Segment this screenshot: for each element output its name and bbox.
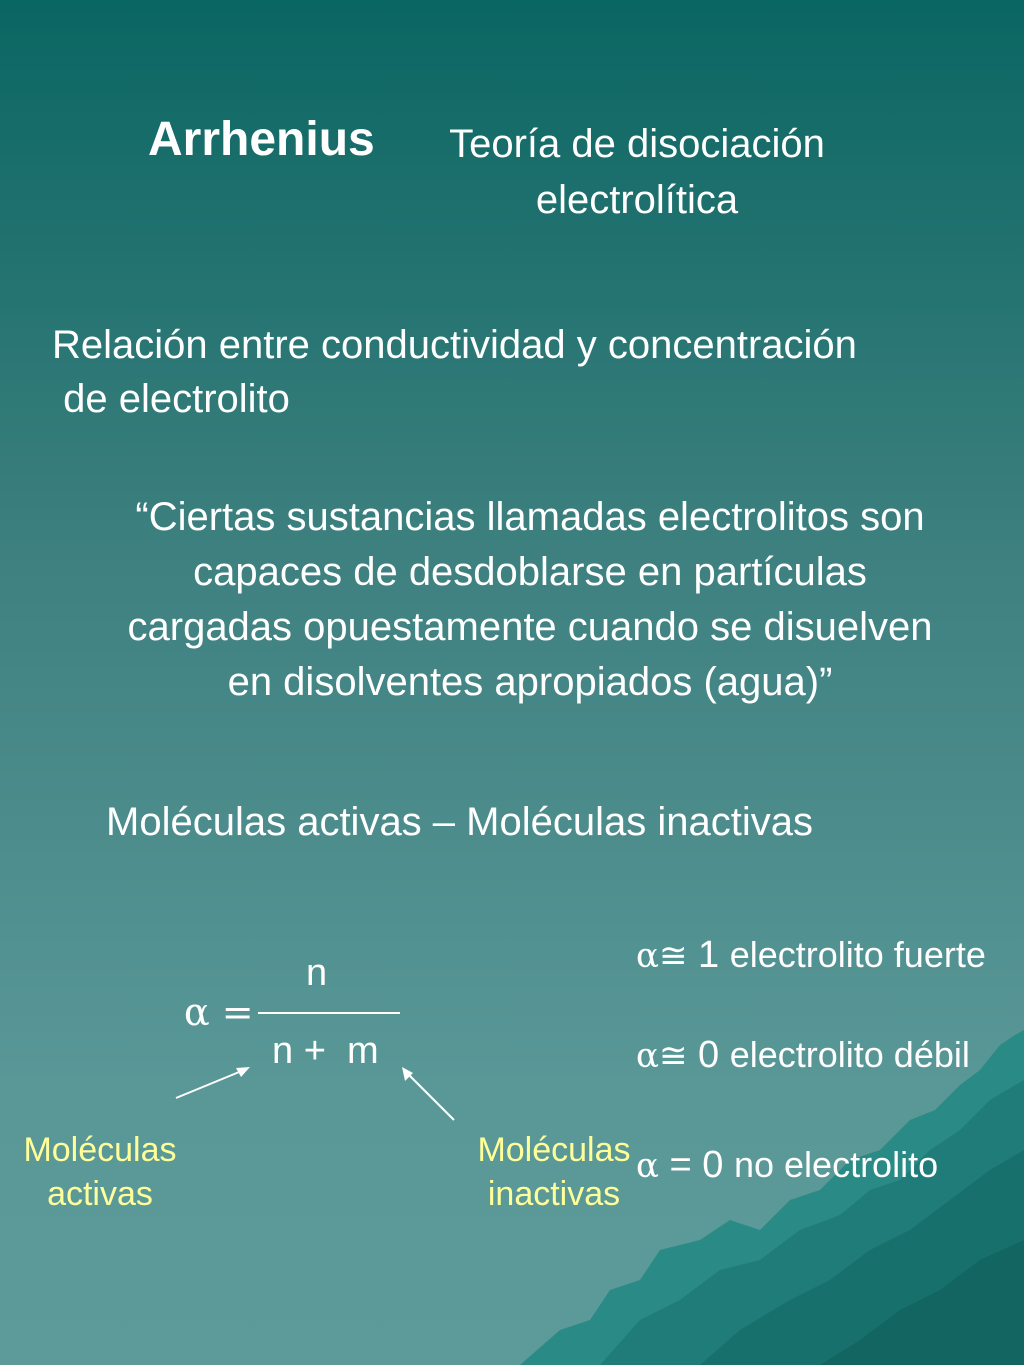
condition-value: 1 [698, 934, 720, 976]
molecules-heading: Moléculas activas – Moléculas inactivas [106, 800, 813, 844]
formula-lhs: α = [184, 990, 254, 1034]
relation-line2: de electrolito [52, 377, 290, 421]
condition-symbol: α≅ [636, 1036, 688, 1076]
label-active-line1: Moléculas [23, 1131, 177, 1169]
condition-desc: electrolito débil [729, 1034, 970, 1075]
formula-denominator: n + m [272, 1030, 379, 1072]
relation-line1: Relación entre conductividad y concentración [52, 323, 857, 367]
label-inactive-line1: Moléculas [477, 1131, 631, 1169]
condition-desc: electrolito fuerte [729, 934, 986, 975]
condition-symbol: α [636, 1146, 659, 1186]
condition-value: = 0 [669, 1144, 724, 1186]
title-subtitle-line2: electrolítica [535, 178, 739, 222]
title-subtitle-line1: Teoría de disociación [449, 122, 825, 166]
condition-desc: no electrolito [733, 1144, 939, 1185]
condition-strong [636, 934, 986, 977]
quote-line4: en disolventes apropiados (agua)” [227, 660, 833, 704]
label-inactive-molecules [466, 1128, 642, 1216]
label-active-line2: activas [47, 1175, 153, 1213]
condition-none [636, 1144, 938, 1187]
label-inactive-line2: inactivas [487, 1175, 621, 1213]
title-main: Arrhenius [148, 113, 375, 166]
condition-value: 0 [698, 1034, 720, 1076]
condition-symbol: α≅ [636, 936, 688, 976]
condition-weak [636, 1034, 970, 1077]
label-active-molecules [14, 1128, 186, 1216]
arrow-head-right [402, 1067, 413, 1081]
quote-line2: capaces de desdoblarse en partículas [193, 550, 867, 594]
arrow-to-m [408, 1074, 454, 1120]
quote-line1: “Ciertas sustancias llamadas electrolitos son [135, 495, 925, 539]
arrow-to-n [176, 1070, 244, 1098]
quote-line3: cargadas opuestamente cuando se disuelven [127, 605, 933, 649]
formula-numerator: n [306, 952, 328, 994]
